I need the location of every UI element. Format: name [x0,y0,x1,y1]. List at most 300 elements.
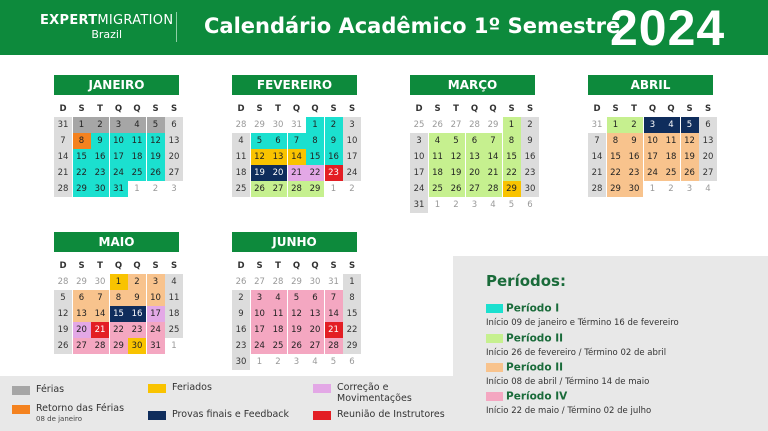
legend-swatch [148,384,166,393]
day-cell: 6 [699,117,717,133]
day-cell: 30 [232,354,250,370]
period-name: Período I [506,302,560,315]
day-cell: 3 [686,184,693,194]
weekday-header: S [686,104,693,114]
legend-retorno [12,404,124,423]
weekday-header: Q [648,104,657,114]
month-janeiro [54,75,179,197]
day-cell: 31 [291,120,302,130]
day-cell: 17 [251,322,269,338]
day-cell: 15 [607,149,625,165]
day-cell: 29 [343,338,361,354]
day-cell: 25 [413,120,425,130]
weekday-header: Q [292,104,301,114]
day-cell: 8 [73,133,91,149]
weekday-header: D [59,104,67,114]
day-cell: 19 [251,165,269,181]
day-cell: 22 [343,322,361,338]
day-cell: 6 [306,290,324,306]
day-cell: 10 [110,133,128,149]
weekday-header: S [152,104,159,114]
weekday-header: S [256,104,263,114]
day-cell: 29 [306,181,324,197]
day-cell: 5 [681,117,699,133]
day-cell: 26 [681,165,699,181]
day-cell: 13 [269,149,287,165]
day-cell: 18 [128,149,146,165]
legend-label: Férias [36,384,65,395]
month-name: ABRIL [588,75,713,95]
day-cell: 2 [625,117,643,133]
day-cell: 18 [429,165,447,181]
periods-title: Períodos: [486,272,566,290]
day-cell: 19 [447,165,465,181]
weekday-header: D [237,261,245,271]
day-cell: 26 [288,338,306,354]
day-cell: 9 [128,290,146,306]
day-cell: 6 [269,133,287,149]
day-cell: 16 [625,149,643,165]
day-cell: 1 [110,274,128,290]
day-cell: 3 [171,184,177,194]
weekday-header: S [152,261,159,271]
day-cell: 2 [349,184,355,194]
weekday-header: S [612,104,619,114]
day-cell: 9 [521,133,539,149]
day-cell: 18 [269,322,287,338]
day-cell: 26 [447,181,465,197]
legend-swatch [12,386,30,395]
day-cell: 16 [128,306,146,322]
day-cell: 19 [288,322,306,338]
day-cell: 25 [128,165,146,181]
day-cell: 18 [165,306,183,322]
day-cell: 30 [272,120,284,130]
month-name: JUNHO [232,232,357,252]
day-cell: 28 [469,120,480,130]
legend-swatch [313,384,331,393]
day-cell: 28 [325,338,343,354]
day-cell: 30 [91,181,109,197]
year-label: 2024 [610,0,726,56]
day-cell: 3 [343,117,361,133]
period-name: Período IV [506,390,568,403]
period-name: Período II [506,332,564,345]
day-cell: 20 [165,149,183,165]
day-cell: 31 [410,197,428,213]
day-cell: 2 [275,357,281,367]
day-cell: 19 [54,322,72,338]
day-cell: 28 [484,181,502,197]
day-cell: 29 [503,181,521,197]
day-cell: 25 [269,338,287,354]
day-cell: 28 [57,277,69,287]
period-item [486,357,649,387]
weekday-header: S [330,104,337,114]
day-cell: 23 [325,165,343,181]
period-dates: Início 26 de fevereiro / Término 02 de abril [486,348,667,358]
day-cell: 1 [134,184,140,194]
day-cell: 30 [309,277,321,287]
legend-label: Provas finais e Feedback [172,409,290,420]
legend-reuniao [313,410,445,421]
weekday-header: Q [667,104,675,114]
day-cell: 13 [165,133,183,149]
day-cell: 4 [662,117,680,133]
day-cell: 5 [508,200,515,210]
weekday-header: S [526,104,534,114]
weekday-header: S [434,104,441,114]
day-cell: 5 [288,290,306,306]
legend-sublabel: 08 de janeiro [36,414,83,423]
day-cell: 24 [644,165,662,181]
period-swatch [486,304,503,313]
day-cell: 7 [54,133,72,149]
day-cell: 20 [306,322,324,338]
day-cell: 25 [429,181,447,197]
day-cell: 11 [232,149,250,165]
day-cell: 19 [147,149,165,165]
day-cell: 12 [251,149,269,165]
day-cell: 1 [649,184,656,194]
legend-feriados [148,383,212,394]
period-dates: Início 08 de abril / Término 14 de maio [486,377,650,387]
period-dates: Início 09 de janeiro e Término 16 de fevereiro [486,318,679,328]
period-swatch [486,363,503,372]
day-cell: 15 [110,306,128,322]
day-cell: 2 [152,184,159,194]
day-cell: 21 [588,165,606,181]
header-bar [0,0,768,55]
day-cell: 18 [662,149,680,165]
day-cell: 2 [668,184,674,194]
day-cell: 28 [288,181,306,197]
logo-main: EXPERT [40,13,98,28]
day-cell: 24 [343,165,361,181]
day-cell: 25 [232,181,250,197]
month-name: FEVEREIRO [232,75,357,95]
day-cell: 12 [288,306,306,322]
day-cell: 19 [681,149,699,165]
day-cell: 17 [644,149,662,165]
day-cell: 24 [410,181,428,197]
day-cell: 2 [128,274,146,290]
weekday-header: T [275,261,281,271]
day-cell: 26 [54,338,72,354]
day-cell: 6 [349,357,355,367]
legend-swatch [12,405,30,414]
month-grid [588,101,713,197]
day-cell: 11 [269,306,287,322]
day-cell: 24 [110,165,128,181]
weekday-header: S [508,104,515,114]
day-cell: 11 [662,133,680,149]
legend-swatch [148,411,166,420]
day-cell: 12 [681,133,699,149]
day-cell: 8 [110,290,128,306]
day-cell: 21 [484,165,502,181]
day-cell: 27 [269,181,287,197]
weekday-header: Q [311,104,319,114]
day-cell: 31 [591,120,603,130]
weekday-header: D [415,104,423,114]
day-cell: 3 [147,274,165,290]
day-cell: 12 [54,306,72,322]
day-cell: 29 [291,277,302,287]
day-cell: 25 [662,165,680,181]
day-cell: 1 [503,117,521,133]
day-cell: 15 [343,306,361,322]
day-cell: 13 [306,306,324,322]
weekday-header: Q [133,104,141,114]
day-cell: 4 [165,274,183,290]
weekday-header: Q [489,104,497,114]
header-divider [176,12,177,42]
day-cell: 22 [607,165,625,181]
day-cell: 14 [288,149,306,165]
day-cell: 21 [288,165,306,181]
weekday-header: Q [292,261,301,271]
day-cell: 22 [73,165,91,181]
day-cell: 30 [625,181,643,197]
weekday-header: S [170,104,178,114]
day-cell: 17 [343,149,361,165]
month-grid [232,101,357,197]
day-cell: 5 [251,133,269,149]
day-cell: 31 [328,277,339,287]
day-cell: 28 [272,277,284,287]
legend-swatch [313,411,331,420]
day-cell: 11 [128,133,146,149]
day-cell: 2 [325,117,343,133]
day-cell: 20 [699,149,717,165]
weekday-header: S [348,261,356,271]
day-cell: 9 [625,133,643,149]
day-cell: 11 [429,149,447,165]
day-cell: 7 [288,133,306,149]
month-grid [232,258,357,370]
legend-label: Reunião de Instrutores [337,409,445,420]
day-cell: 9 [232,306,250,322]
month-marco [410,75,535,213]
day-cell: 4 [128,117,146,133]
day-cell: 8 [306,133,324,149]
period-item [486,298,679,328]
day-cell: 9 [325,133,343,149]
day-cell: 16 [232,322,250,338]
day-cell: 18 [232,165,250,181]
day-cell: 6 [165,117,183,133]
day-cell: 14 [325,306,343,322]
month-name: MAIO [54,232,179,252]
day-cell: 29 [607,181,625,197]
weekday-header: T [453,104,459,114]
day-cell: 6 [527,200,533,210]
weekday-header: T [275,104,281,114]
month-maio [54,232,179,354]
weekday-header: Q [114,104,123,114]
day-cell: 12 [147,133,165,149]
day-cell: 13 [699,133,717,149]
day-cell: 27 [254,277,265,287]
day-cell: 17 [410,165,428,181]
day-cell: 23 [232,338,250,354]
day-cell: 24 [251,338,269,354]
day-cell: 20 [269,165,287,181]
day-cell: 1 [171,341,177,351]
month-grid [54,101,179,197]
day-cell: 15 [73,149,91,165]
period-swatch [486,334,503,343]
day-cell: 29 [73,181,91,197]
day-cell: 4 [312,357,318,367]
month-name: JANEIRO [54,75,179,95]
day-cell: 14 [91,306,109,322]
legend-label: Feriados [172,382,212,393]
day-cell: 23 [128,322,146,338]
day-cell: 1 [330,184,337,194]
day-cell: 17 [147,306,165,322]
day-cell: 27 [165,165,183,181]
legend-provas [148,410,289,421]
day-cell: 4 [232,133,250,149]
day-cell: 28 [588,181,606,197]
legend-correcao [313,383,443,405]
legend-label: Retorno das Férias [36,403,125,414]
day-cell: 15 [306,149,324,165]
day-cell: 16 [521,149,539,165]
day-cell: 28 [235,120,247,130]
day-cell: 27 [450,120,462,130]
day-cell: 3 [293,357,300,367]
day-cell: 5 [447,133,465,149]
day-cell: 7 [91,290,109,306]
day-cell: 9 [91,133,109,149]
weekday-header: D [237,104,245,114]
day-cell: 31 [110,181,128,197]
day-cell: 5 [330,357,337,367]
legend-ferias [12,385,64,396]
day-cell: 27 [699,165,717,181]
day-cell: 22 [110,322,128,338]
day-cell: 3 [251,290,269,306]
day-cell: 1 [343,274,361,290]
weekday-header: Q [470,104,479,114]
day-cell: 1 [73,117,91,133]
day-cell: 12 [447,149,465,165]
month-grid [54,258,179,354]
weekday-header: T [97,104,103,114]
logo [40,14,173,40]
day-cell: 2 [521,117,539,133]
day-cell: 14 [54,149,72,165]
period-swatch [486,392,503,401]
day-cell: 21 [91,322,109,338]
day-cell: 10 [147,290,165,306]
day-cell: 23 [91,165,109,181]
day-cell: 13 [73,306,91,322]
day-cell: 6 [73,290,91,306]
logo-second: MIGRATION [97,13,174,28]
period-item [486,328,666,358]
month-fevereiro [232,75,357,197]
day-cell: 22 [306,165,324,181]
period-item [486,386,651,416]
day-cell: 17 [110,149,128,165]
day-cell: 30 [128,338,146,354]
day-cell: 10 [251,306,269,322]
day-cell: 7 [325,290,343,306]
day-cell: 8 [503,133,521,149]
weekday-header: T [631,104,637,114]
day-cell: 23 [521,165,539,181]
day-cell: 16 [91,149,109,165]
day-cell: 30 [94,277,106,287]
legend-panel [0,376,453,431]
weekday-header: S [78,104,85,114]
day-cell: 29 [487,120,499,130]
day-cell: 11 [165,290,183,306]
day-cell: 28 [91,338,109,354]
day-cell: 5 [54,290,72,306]
month-grid [410,101,535,213]
weekday-header: S [348,104,356,114]
weekday-header: T [97,261,103,271]
day-cell: 2 [91,117,109,133]
day-cell: 1 [607,117,625,133]
day-cell: 3 [644,117,662,133]
day-cell: 22 [503,165,521,181]
period-dates: Início 22 de maio / Término 02 de julho [486,406,652,416]
day-cell: 8 [343,290,361,306]
day-cell: 13 [466,149,484,165]
day-cell: 3 [110,117,128,133]
weekday-header: D [59,261,67,271]
day-cell: 30 [521,181,539,197]
day-cell: 26 [251,181,269,197]
day-cell: 10 [343,133,361,149]
day-cell: 4 [705,184,711,194]
day-cell: 7 [588,133,606,149]
day-cell: 26 [235,277,247,287]
day-cell: 26 [147,165,165,181]
day-cell: 4 [269,290,287,306]
day-cell: 24 [147,322,165,338]
period-name: Período II [506,361,564,374]
day-cell: 10 [644,133,662,149]
day-cell: 4 [490,200,496,210]
day-cell: 6 [466,133,484,149]
periods-panel [453,256,768,431]
logo-sub: Brazil [91,28,123,41]
month-abril [588,75,713,197]
day-cell: 20 [466,165,484,181]
day-cell: 2 [453,200,459,210]
day-cell: 14 [588,149,606,165]
day-cell: 3 [471,200,478,210]
day-cell: 29 [76,277,87,287]
weekday-header: Q [133,261,141,271]
day-cell: 27 [306,338,324,354]
month-junho [232,232,357,370]
day-cell: 27 [466,181,484,197]
day-cell: 4 [429,133,447,149]
weekday-header: S [330,261,337,271]
day-cell: 15 [503,149,521,165]
day-cell: 16 [325,149,343,165]
weekday-header: S [704,104,712,114]
day-cell: 5 [147,117,165,133]
